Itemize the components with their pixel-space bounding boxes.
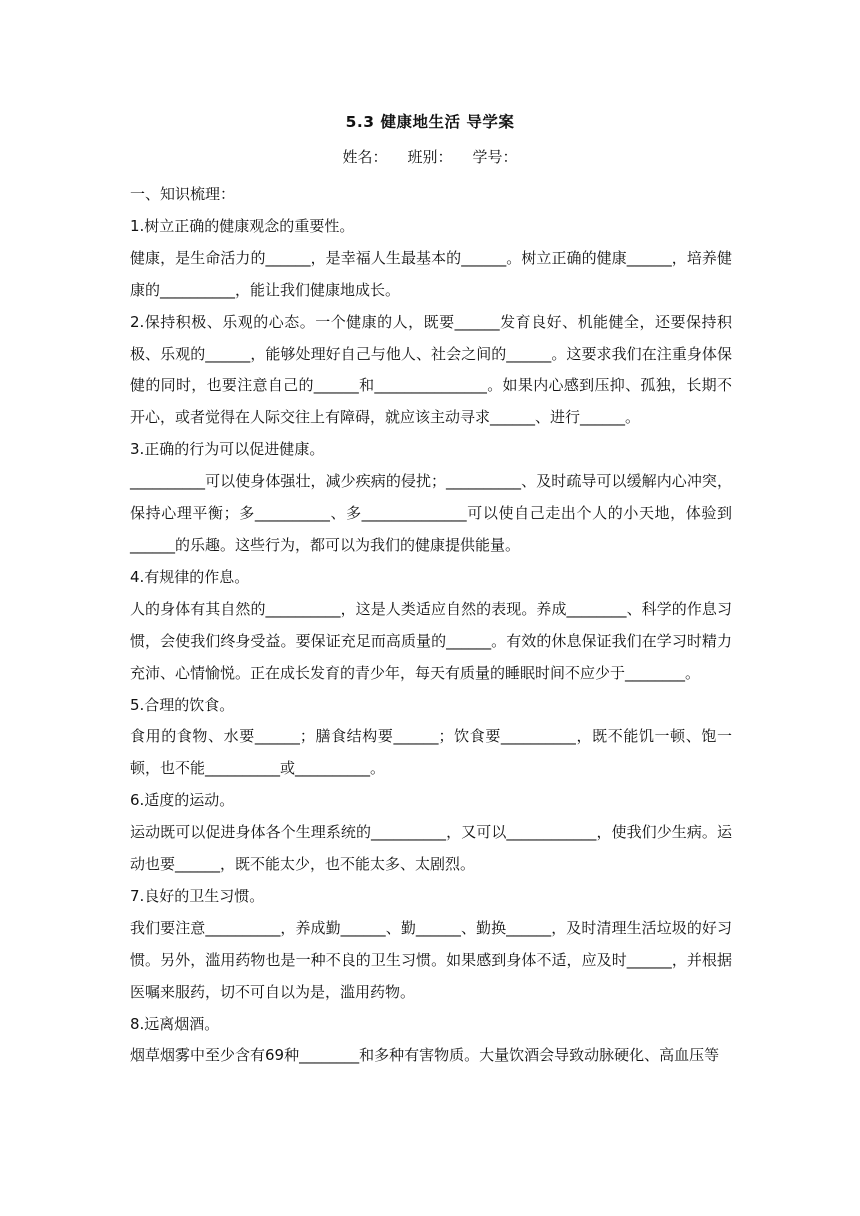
item-heading-3: 3.正确的行为可以促进健康。 (130, 440, 325, 459)
document-body (130, 179, 732, 1072)
section-heading: 一、知识梳理： (130, 185, 236, 203)
class-label: 班别： (407, 148, 453, 166)
item-body-7: 我们要注意__________，养成勤______、勤______、勤换______，及时清理生活垃圾的好习惯。另外，滥用药物也是一种不良的卫生习惯。如果感到身体不适，应及时______，并根据医嘱来服药，切不可自以为是，滥用药物。 (130, 918, 732, 1001)
item-body-8: 烟草烟雾中至少含有69种________和多种有害物质。大量饮酒会导致动脉硬化、高血压等 (130, 1046, 720, 1065)
item-body-3: __________可以使身体强壮，减少疾病的侵扰；__________、及时疏导可以缓解内心冲突，保持心理平衡；多__________、多______________可以使自己走出个人的小天地，体验到______的乐趣。这些行为，都可以为我们的健康提供能量。 (130, 472, 732, 554)
item-heading-6: 6.适度的运动。 (130, 791, 235, 810)
item-heading-1: 1.树立正确的健康观念的重要性。 (130, 216, 355, 235)
item-heading-8: 8.远离烟酒。 (130, 1014, 220, 1033)
item-body-5: 食用的食物、水要______；膳食结构要______；饮食要__________，既不能饥一顿、饱一顿，也不能__________或__________。 (130, 727, 732, 778)
item-body-1: 健康，是生命活力的______，是幸福人生最基本的______。树立正确的健康______，培养健康的__________，能让我们健康地成长。 (130, 248, 732, 299)
item-body-2: 2.保持积极、乐观的心态。一个健康的人，既要______发育良好、机能健全，还要保持积极、乐观的______，能够处理好自己与他人、社会之间的______。这要求我们在注重身体保健的同时，也要注意自己的______和_______________。如果内心感到压抑、孤独，长期不开心，或者觉得在人际交往上有障碍，就应该主动寻求______、进行______。 (130, 312, 732, 427)
item-heading-5: 5.合理的饮食。 (130, 695, 235, 714)
item-heading-7: 7.良好的卫生习惯。 (130, 886, 265, 905)
document-title: 5.3 健康地生活 导学案 (345, 113, 515, 131)
student-info-line (0, 146, 860, 167)
item-heading-4: 4.有规律的作息。 (130, 567, 250, 586)
student-id-label: 学号： (472, 148, 518, 166)
item-body-6: 运动既可以促进身体各个生理系统的__________，又可以____________，使我们少生病。运动也要______，既不能太少，也不能太多、太剧烈。 (130, 823, 732, 874)
name-label: 姓名： (342, 148, 388, 166)
item-body-4: 人的身体有其自然的__________，这是人类适应自然的表现。养成________、科学的作息习惯，会使我们终身受益。要保证充足而高质量的______。有效的休息保证我们在学习时精力充沛、心情愉悦。正在成长发育的青少年，每天有质量的睡眠时间不应少于________。 (130, 599, 732, 682)
